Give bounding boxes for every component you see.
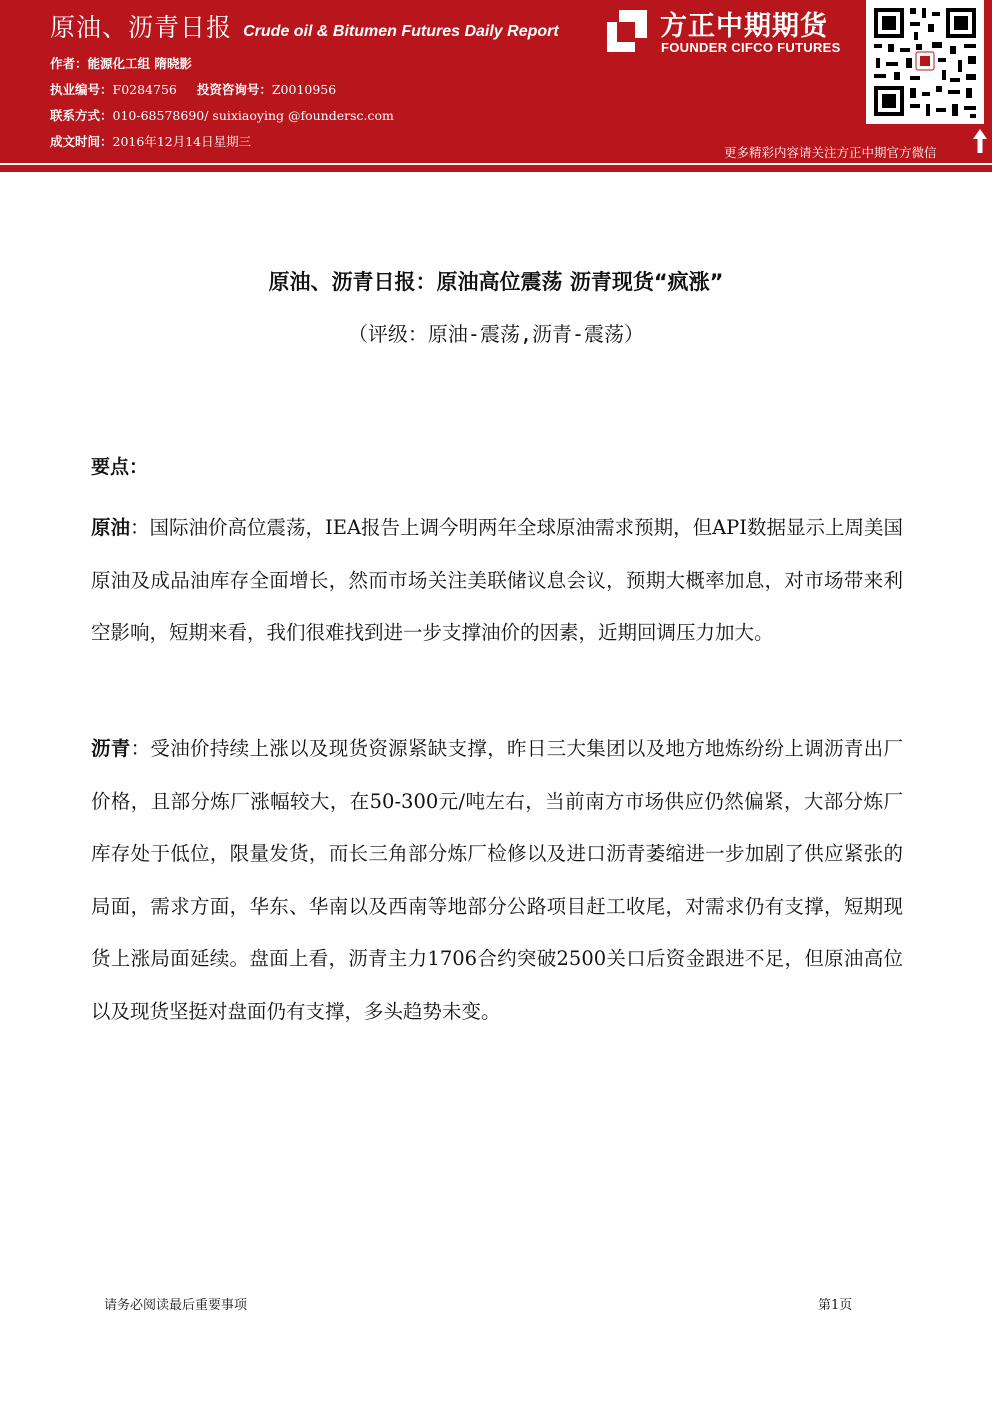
crude-oil-label: 原油	[91, 516, 131, 539]
brand-logo-icon	[605, 8, 649, 54]
brand-name-en: FOUNDER CIFCO FUTURES	[661, 40, 841, 55]
bitumen-paragraph	[91, 723, 903, 1038]
date-value: 2016年12月14日星期三	[112, 134, 252, 149]
author-label: 作者：	[50, 56, 88, 71]
header-title-en: Crude oil & Bitumen Futures Daily Report	[243, 23, 559, 40]
crude-oil-text: ：国际油价高位震荡，IEA报告上调今明两年全球原油需求预期，但API数据显示上周美国原油及成品油库存全面增长，然而市场关注美联储议息会议，预期大概率加息，对市场带来利空影响，短期来看，我们很难找到进一步支撑油价的因素，近期回调压力加大。	[91, 516, 903, 644]
consult-value: Z0010956	[271, 82, 337, 97]
license-label: 执业编号：	[50, 82, 113, 97]
brand-name-cn: 方正中期期货	[660, 11, 828, 42]
date-line	[50, 132, 251, 150]
contact-value: 010-68578690/ suixiaoying @foundersc.com	[112, 108, 394, 123]
bitumen-text: ：受油价持续上涨以及现货资源紧缺支撑，昨日三大集团以及地方地炼纷纷上调沥青出厂价格，且部分炼厂涨幅较大，在50-300元/吨左右，当前南方市场供应仍然偏紧，大部分炼厂库存处于低位，限量发货，而长三角部分炼厂检修以及进口沥青萎缩进一步加剧了供应紧张的局面，需求方面，华东、华南以及西南等地部分公路项目赶工收尾，对需求仍有支撑，短期现货上涨局面延续。盘面上看，沥青主力1706合约突破2500关口后资金跟进不足，但原油高位以及现货坚挺对盘面仍有支撑，多头趋势未变。	[91, 737, 903, 1023]
author-line	[50, 54, 192, 72]
bitumen-label: 沥青	[91, 737, 131, 760]
up-arrow-icon	[972, 128, 988, 154]
crude-oil-paragraph	[91, 502, 903, 660]
license-value: F0284756	[112, 82, 177, 97]
contact-line	[50, 106, 394, 124]
contact-label: 联系方式：	[50, 108, 113, 123]
report-rating: （评级：原油-震荡,沥青-震荡）	[347, 322, 645, 346]
date-label: 成文时间：	[50, 134, 113, 149]
license-line	[50, 80, 336, 98]
wechat-qr-code-icon[interactable]	[866, 0, 984, 124]
author-value: 能源化工组 隋晓影	[87, 56, 192, 71]
page-number: 第1页	[818, 1298, 853, 1313]
header-divider	[0, 163, 992, 165]
header-title	[50, 8, 559, 44]
consult-label: 投资咨询号：	[196, 82, 272, 97]
header-title-cn: 原油、沥青日报	[50, 13, 233, 42]
wechat-follow-note: 更多精彩内容请关注方正中期官方微信	[724, 145, 937, 160]
footer-notice: 请务必阅读最后重要事项	[104, 1298, 248, 1313]
keypoints-heading: 要点：	[91, 456, 149, 478]
report-title: 原油、沥青日报：原油高位震荡 沥青现货“疯涨”	[268, 270, 724, 294]
